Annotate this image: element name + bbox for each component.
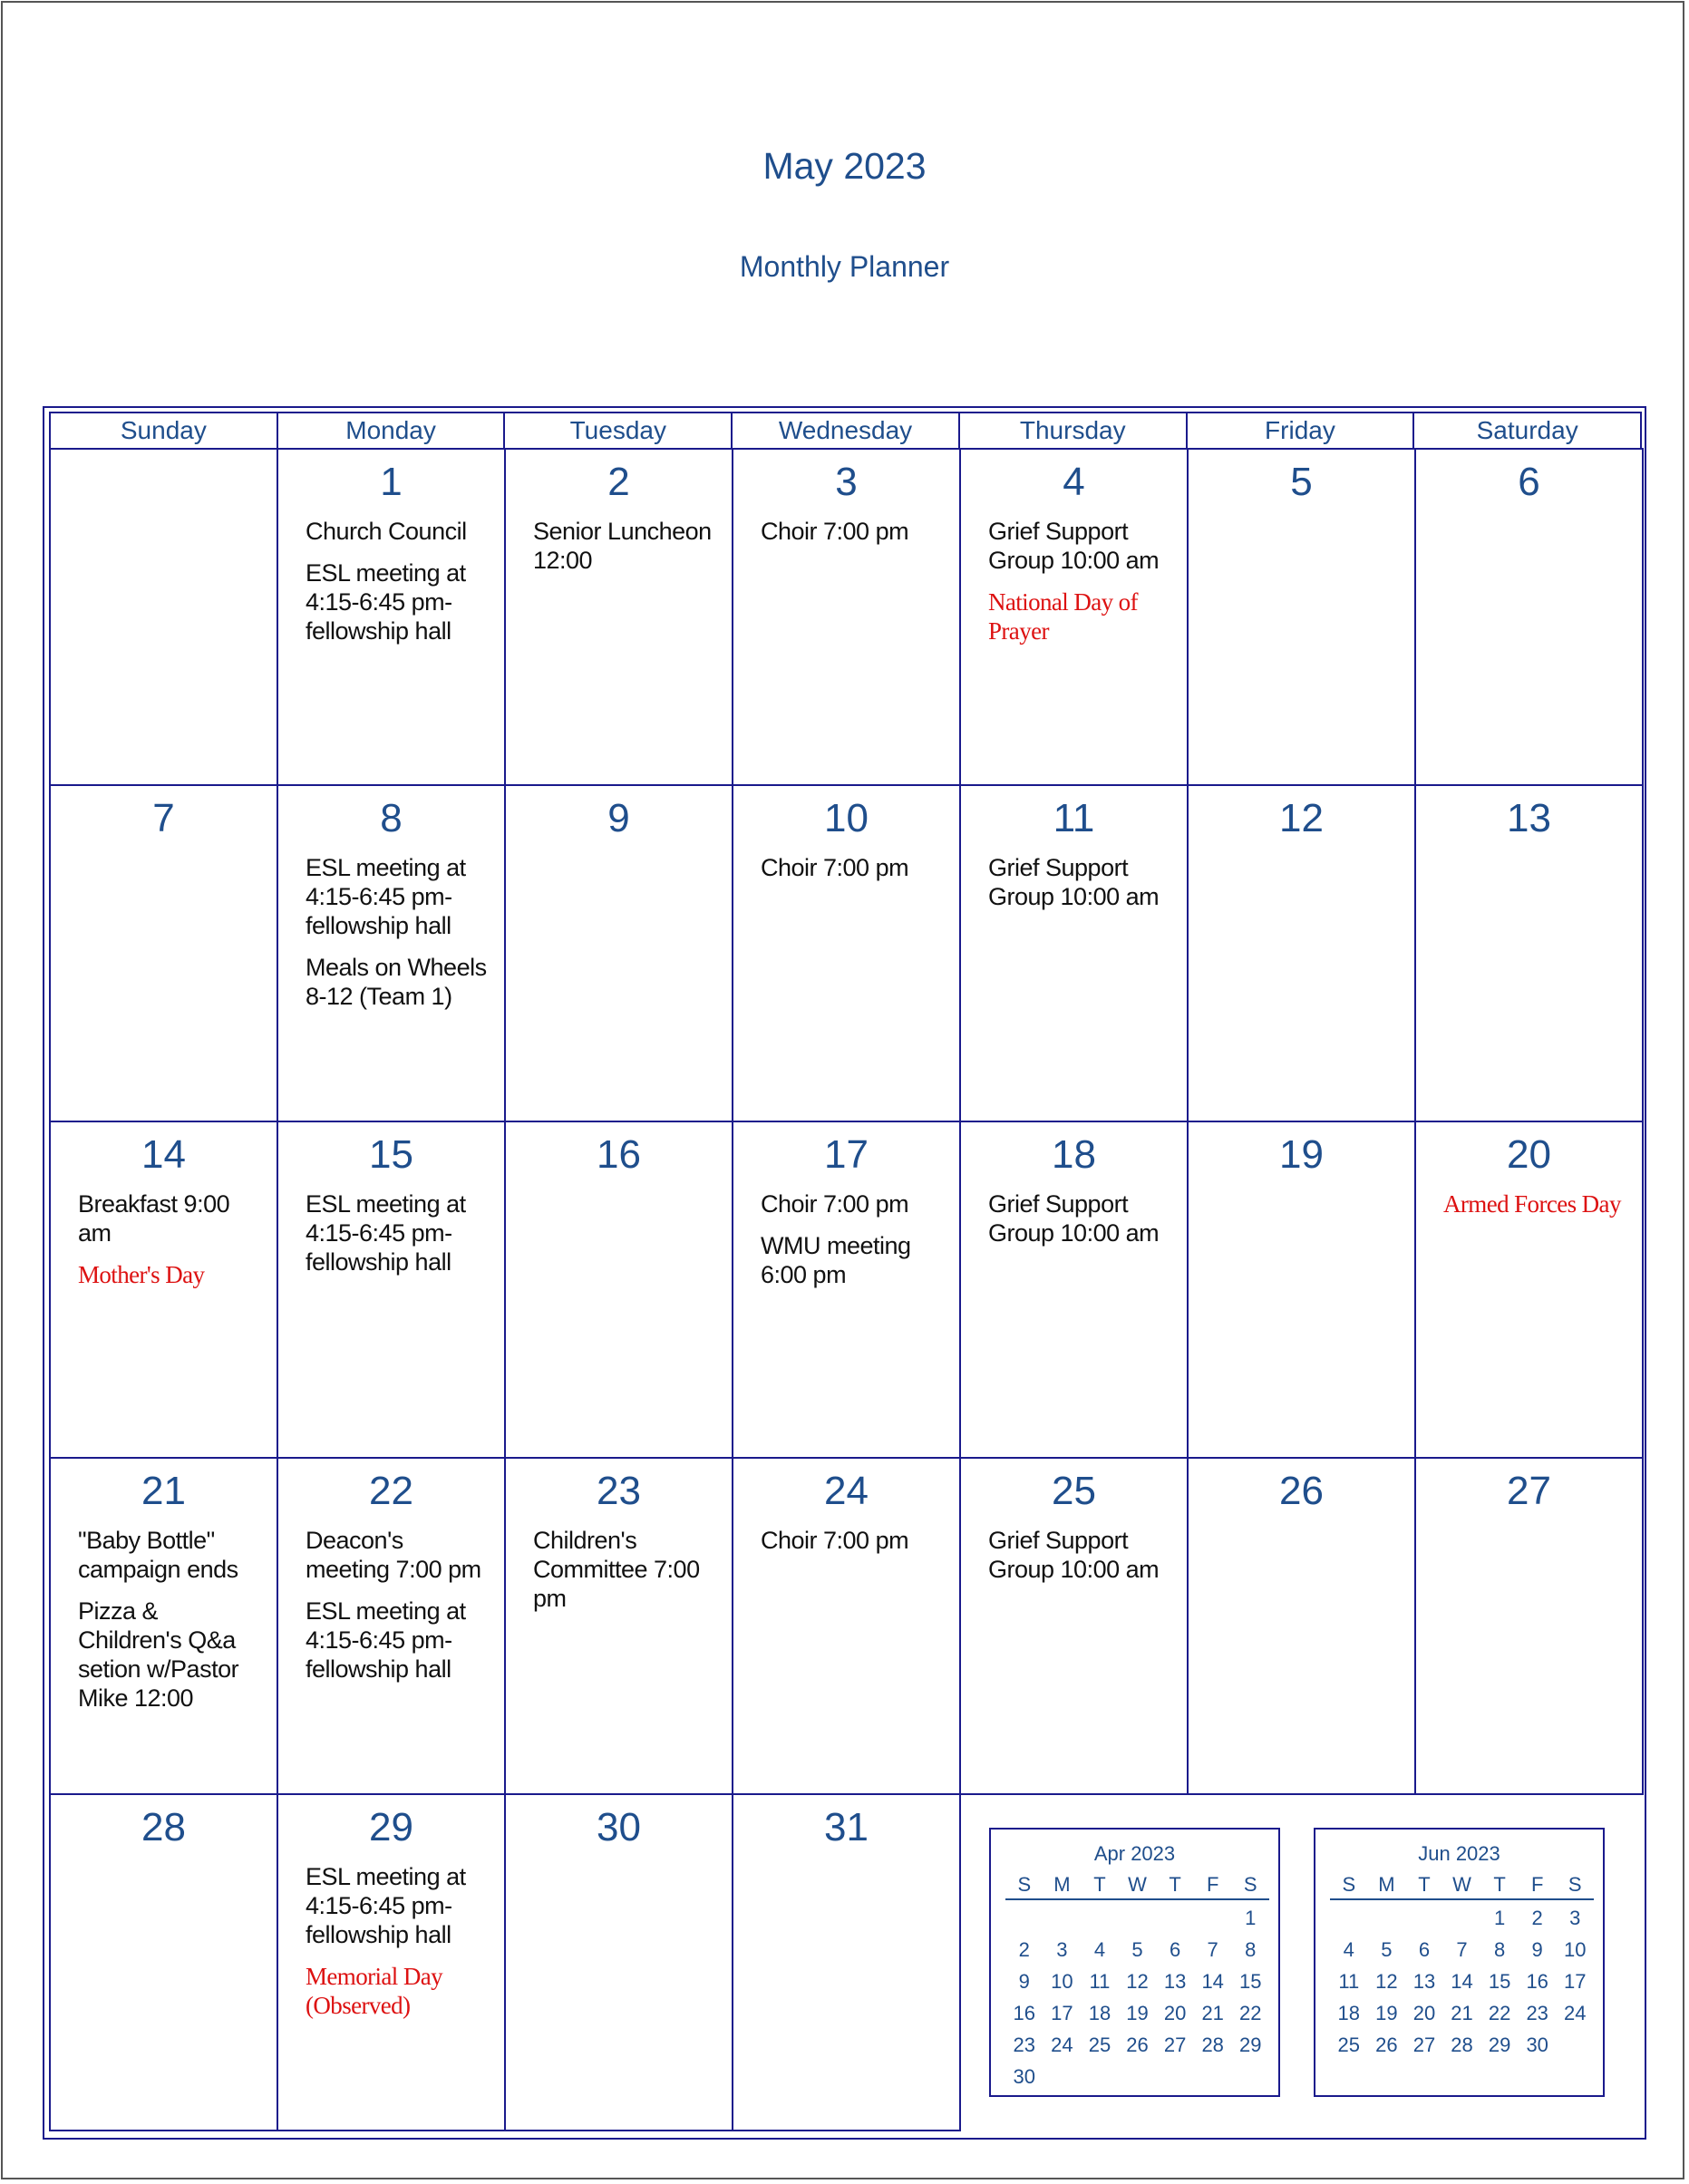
day-cell-29[interactable]: [277, 1793, 506, 2131]
mini-day[interactable]: 13: [1412, 1970, 1436, 1993]
day-number: 21: [141, 1469, 186, 1513]
mini-calendar-row: [1330, 1997, 1594, 2029]
day-cell-25[interactable]: [959, 1457, 1189, 1795]
event-list: [961, 1179, 1187, 1247]
mini-day[interactable]: 11: [1338, 1970, 1360, 1993]
mini-day[interactable]: 4: [1093, 1938, 1106, 1961]
event-list: [278, 1515, 504, 1684]
day-number: 30: [597, 1805, 641, 1849]
mini-day: [1119, 1902, 1157, 1934]
day-number: 13: [1507, 796, 1551, 840]
mini-day[interactable]: 19: [1375, 2002, 1398, 2024]
mini-calendar-row: [1005, 1997, 1269, 2029]
mini-day: [1231, 2061, 1269, 2092]
mini-calendar-row: [1330, 1966, 1594, 1997]
day-cell-10[interactable]: [732, 784, 961, 1122]
holiday-label[interactable]: Memorial Day (Observed): [306, 1963, 443, 2019]
mini-weekday: W: [1128, 1873, 1147, 1896]
event-item[interactable]: Grief Support Group 10:00 am: [988, 1527, 1160, 1583]
weekday-saturday: Saturday: [1412, 412, 1642, 450]
day-number: 3: [835, 460, 858, 504]
mini-day[interactable]: 7: [1456, 1938, 1468, 1961]
mini-day[interactable]: 14: [1201, 1970, 1224, 1993]
mini-calendar-apr-2023: [989, 1828, 1280, 2097]
event-item[interactable]: Choir 7:00 pm: [761, 518, 909, 545]
mini-day: [1081, 2061, 1119, 2092]
mini-day[interactable]: 7: [1207, 1938, 1218, 1961]
mini-day[interactable]: 18: [1088, 2002, 1111, 2024]
mini-day[interactable]: 27: [1163, 2034, 1187, 2056]
event-list: [961, 506, 1187, 645]
mini-weekday: W: [1452, 1873, 1471, 1896]
mini-calendar-row: [1005, 1966, 1269, 1997]
mini-weekday: S: [1568, 1873, 1582, 1896]
mini-weekday: M: [1053, 1873, 1071, 1896]
day-cell-3[interactable]: [732, 448, 961, 786]
day-cell-2[interactable]: [504, 448, 733, 786]
mini-calendar-row: [1005, 2061, 1269, 2092]
event-item[interactable]: Senior Luncheon 12:00: [533, 518, 712, 574]
day-cell-empty[interactable]: [49, 448, 278, 786]
event-list: [1416, 842, 1642, 853]
mini-day[interactable]: 8: [1493, 1938, 1506, 1961]
event-item[interactable]: ESL meeting at 4:15-6:45 pm-fellowship hall: [306, 1863, 466, 1948]
event-list: [278, 1179, 504, 1276]
mini-day[interactable]: 27: [1412, 2034, 1436, 2056]
event-item[interactable]: Grief Support Group 10:00 am: [988, 1190, 1160, 1247]
mini-weekday: S: [1342, 1873, 1356, 1896]
mini-day[interactable]: 10: [1051, 1970, 1073, 1993]
mini-day: [1405, 1902, 1443, 1934]
mini-day: [1556, 2029, 1594, 2061]
mini-weekday: T: [1493, 1873, 1506, 1896]
day-number: 29: [369, 1805, 413, 1849]
day-cell-23[interactable]: [504, 1457, 733, 1795]
mini-weekday: T: [1418, 1873, 1431, 1896]
event-list: [961, 842, 1187, 911]
day-cell-4[interactable]: [959, 448, 1189, 786]
event-list: [51, 1851, 277, 1862]
day-number: 4: [1063, 460, 1085, 504]
mini-day[interactable]: 12: [1126, 1970, 1149, 1993]
mini-day[interactable]: 18: [1337, 2002, 1361, 2024]
event-item[interactable]: "Baby Bottle" campaign ends: [78, 1527, 238, 1583]
mini-day[interactable]: 23: [1526, 2002, 1548, 2024]
day-number: 2: [607, 460, 630, 504]
event-list: [51, 506, 277, 517]
mini-day[interactable]: 6: [1418, 1938, 1431, 1961]
mini-calendar-header: [1330, 1871, 1594, 1900]
day-cell-8[interactable]: [277, 784, 506, 1122]
mini-day[interactable]: 10: [1564, 1938, 1587, 1961]
day-number: 8: [380, 796, 403, 840]
mini-day[interactable]: 22: [1488, 2002, 1511, 2024]
day-cell-19[interactable]: [1187, 1121, 1416, 1459]
mini-calendar-row: [1005, 1934, 1269, 1966]
mini-day[interactable]: 21: [1201, 2002, 1224, 2024]
event-list: [506, 506, 732, 575]
weekday-wednesday: Wednesday: [731, 412, 960, 450]
event-list: [1416, 1179, 1642, 1218]
mini-day[interactable]: 9: [1531, 1938, 1543, 1961]
day-cell-26[interactable]: [1187, 1457, 1416, 1795]
event-list: [1189, 1515, 1414, 1526]
weekday-thursday: Thursday: [958, 412, 1188, 450]
page-subtitle: Monthly Planner: [739, 250, 950, 283]
mini-day: [1119, 2061, 1157, 2092]
day-cell-27[interactable]: [1414, 1457, 1644, 1795]
mini-day[interactable]: 8: [1245, 1938, 1257, 1961]
day-cell-5[interactable]: [1187, 448, 1416, 786]
day-cell-7[interactable]: [49, 784, 278, 1122]
day-number: 27: [1507, 1469, 1551, 1513]
mini-day: [1330, 1902, 1368, 1934]
mini-day: [1156, 1902, 1194, 1934]
mini-weekday: S: [1017, 1873, 1032, 1896]
mini-day[interactable]: 29: [1488, 2034, 1511, 2056]
mini-calendar-body: [1330, 1902, 1594, 2061]
event-list: [1416, 1515, 1642, 1526]
mini-day[interactable]: 28: [1451, 2034, 1473, 2056]
day-cell-6[interactable]: [1414, 448, 1644, 786]
weekday-sunday: Sunday: [49, 412, 278, 450]
day-cell-15[interactable]: [277, 1121, 506, 1459]
day-number: 25: [1052, 1469, 1096, 1513]
mini-calendar-header: [1005, 1871, 1269, 1900]
event-list: [278, 1851, 504, 2020]
mini-day[interactable]: 15: [1488, 1970, 1511, 1993]
mini-day[interactable]: 26: [1126, 2034, 1149, 2056]
mini-day[interactable]: 15: [1239, 1970, 1262, 1993]
day-cell-11[interactable]: [959, 784, 1189, 1122]
mini-day: [1194, 2061, 1232, 2092]
event-list: [1189, 1179, 1414, 1189]
day-number: 14: [141, 1132, 186, 1177]
mini-weekday: M: [1378, 1873, 1395, 1896]
day-number: 11: [1053, 796, 1095, 840]
event-item[interactable]: ESL meeting at 4:15-6:45 pm-fellowship hall: [306, 1190, 466, 1276]
day-number: 7: [152, 796, 175, 840]
mini-day[interactable]: 5: [1131, 1938, 1143, 1961]
mini-calendar-title: Jun 2023: [1418, 1842, 1500, 1865]
mini-day: [1368, 1902, 1406, 1934]
event-list: [506, 1515, 732, 1613]
mini-day[interactable]: 19: [1126, 2002, 1149, 2024]
event-list: [733, 1179, 959, 1289]
day-cell-1[interactable]: [277, 448, 506, 786]
mini-day: [1043, 2061, 1082, 2092]
mini-day: [1194, 1902, 1232, 1934]
day-cell-28[interactable]: [49, 1793, 278, 2131]
day-number: 23: [597, 1469, 641, 1513]
mini-day[interactable]: 11: [1089, 1970, 1111, 1993]
mini-day[interactable]: 30: [1013, 2065, 1036, 2088]
day-number: [51, 459, 277, 506]
mini-day[interactable]: 1: [1245, 1907, 1257, 1929]
mini-day: [1156, 2061, 1194, 2092]
mini-day[interactable]: 9: [1018, 1970, 1030, 1993]
holiday-label[interactable]: Mother's Day: [78, 1261, 205, 1288]
holiday-label[interactable]: National Day of Prayer: [988, 588, 1138, 645]
mini-day[interactable]: 17: [1051, 2002, 1073, 2024]
day-number: 18: [1052, 1132, 1096, 1177]
day-number: 28: [141, 1805, 186, 1849]
day-number: 26: [1279, 1469, 1324, 1513]
mini-day: [1081, 1902, 1119, 1934]
holiday-label[interactable]: Armed Forces Day: [1443, 1190, 1621, 1218]
event-item[interactable]: Choir 7:00 pm: [761, 1190, 909, 1218]
day-cell-31[interactable]: [732, 1793, 961, 2131]
day-cell-22[interactable]: [277, 1457, 506, 1795]
day-number: 1: [380, 460, 403, 504]
event-list: [278, 506, 504, 645]
mini-day[interactable]: 26: [1375, 2034, 1398, 2056]
mini-day[interactable]: 21: [1451, 2002, 1473, 2024]
mini-weekday: T: [1169, 1873, 1181, 1896]
mini-calendar-row: [1005, 2029, 1269, 2061]
event-list: [1189, 842, 1414, 853]
day-cell-18[interactable]: [959, 1121, 1189, 1459]
day-number: 9: [607, 796, 630, 840]
mini-calendar-jun-2023: [1314, 1828, 1605, 2097]
day-cell-14[interactable]: [49, 1121, 278, 1459]
day-cell-13[interactable]: [1414, 784, 1644, 1122]
event-list: [1189, 506, 1414, 517]
mini-day[interactable]: 29: [1239, 2034, 1262, 2056]
event-item[interactable]: Meals on Wheels 8-12 (Team 1): [306, 954, 487, 1010]
event-list: [733, 506, 959, 546]
mini-weekday: F: [1530, 1873, 1544, 1896]
mini-day[interactable]: 5: [1381, 1938, 1393, 1961]
weekday-monday: Monday: [277, 412, 506, 450]
page-title: May 2023: [762, 145, 927, 187]
mini-day[interactable]: 2: [1018, 1938, 1030, 1961]
mini-calendar-row: [1330, 1902, 1594, 1934]
day-number: 20: [1507, 1132, 1551, 1177]
event-item[interactable]: Grief Support Group 10:00 am: [988, 518, 1160, 574]
day-number: 12: [1279, 796, 1324, 840]
mini-day[interactable]: 28: [1201, 2034, 1224, 2056]
day-number: 5: [1290, 460, 1313, 504]
day-number: 17: [824, 1132, 869, 1177]
event-item[interactable]: WMU meeting 6:00 pm: [761, 1232, 911, 1288]
day-number: 16: [597, 1132, 641, 1177]
weekday-header: [49, 412, 1642, 450]
day-number: 24: [824, 1469, 869, 1513]
mini-calendar-title: Apr 2023: [1093, 1842, 1176, 1865]
event-list: [51, 842, 277, 853]
mini-day[interactable]: 13: [1163, 1970, 1187, 1993]
event-item[interactable]: Breakfast 9:00 am: [78, 1190, 230, 1247]
mini-day[interactable]: 22: [1239, 2002, 1262, 2024]
mini-weekday: T: [1093, 1873, 1106, 1896]
day-cell-24[interactable]: [732, 1457, 961, 1795]
event-item[interactable]: Choir 7:00 pm: [761, 854, 909, 881]
mini-day: [1005, 1902, 1043, 1934]
event-list: [733, 1515, 959, 1555]
day-cell-21[interactable]: [49, 1457, 278, 1795]
event-item[interactable]: Pizza & Children's Q&a setion w/Pastor Mike 12:00: [78, 1597, 239, 1712]
event-item[interactable]: Church Council: [306, 518, 467, 545]
mini-day[interactable]: 17: [1564, 1970, 1587, 1993]
mini-day[interactable]: 14: [1451, 1970, 1473, 1993]
mini-day[interactable]: 25: [1337, 2034, 1361, 2056]
weekday-friday: Friday: [1186, 412, 1415, 450]
mini-day[interactable]: 3: [1569, 1907, 1581, 1929]
mini-day[interactable]: 6: [1169, 1938, 1181, 1961]
event-list: [506, 1179, 732, 1189]
day-cell-20[interactable]: [1414, 1121, 1644, 1459]
mini-day: [1443, 1902, 1481, 1934]
event-item[interactable]: Choir 7:00 pm: [761, 1527, 909, 1554]
mini-day: [1043, 1902, 1082, 1934]
day-number: 15: [369, 1132, 413, 1177]
weekday-tuesday: Tuesday: [503, 412, 733, 450]
event-list: [506, 842, 732, 853]
mini-day[interactable]: 1: [1493, 1907, 1506, 1929]
mini-calendar-row: [1330, 1934, 1594, 1966]
day-number: 10: [824, 796, 869, 840]
day-cell-9[interactable]: [504, 784, 733, 1122]
event-item[interactable]: Deacon's meeting 7:00 pm: [306, 1527, 481, 1583]
mini-weekday: F: [1206, 1873, 1219, 1896]
day-cell-12[interactable]: [1187, 784, 1416, 1122]
event-list: [733, 1851, 959, 1862]
mini-day[interactable]: 24: [1564, 2002, 1587, 2024]
event-list: [51, 1179, 277, 1289]
event-list: [1416, 506, 1642, 517]
mini-day[interactable]: 3: [1056, 1938, 1068, 1961]
mini-calendar-row: [1005, 1902, 1269, 1934]
mini-day[interactable]: 12: [1375, 1970, 1398, 1993]
event-item[interactable]: Children's Committee 7:00 pm: [533, 1527, 700, 1612]
day-number: 31: [824, 1805, 869, 1849]
mini-day[interactable]: 20: [1412, 2002, 1436, 2024]
mini-weekday: S: [1243, 1873, 1257, 1896]
event-list: [278, 842, 504, 1011]
mini-calendar-row: [1330, 2029, 1594, 2061]
event-list: [961, 1515, 1187, 1584]
mini-day[interactable]: 2: [1531, 1907, 1543, 1929]
day-cell-30[interactable]: [504, 1793, 733, 2131]
event-item[interactable]: ESL meeting at 4:15-6:45 pm-fellowship hall: [306, 854, 466, 939]
day-number: 6: [1518, 460, 1540, 504]
event-item[interactable]: Grief Support Group 10:00 am: [988, 854, 1160, 910]
event-list: [51, 1515, 277, 1713]
calendar-grid: [49, 412, 1642, 2132]
mini-day[interactable]: 24: [1051, 2034, 1073, 2056]
day-number: 19: [1279, 1132, 1324, 1177]
mini-calendar-body: [1005, 1902, 1269, 2092]
mini-day[interactable]: 23: [1013, 2034, 1036, 2056]
event-list: [506, 1851, 732, 1862]
event-list: [733, 842, 959, 882]
day-cell-17[interactable]: [732, 1121, 961, 1459]
mini-day[interactable]: 4: [1343, 1938, 1354, 1961]
mini-day[interactable]: 25: [1088, 2034, 1111, 2056]
mini-day[interactable]: 20: [1163, 2002, 1187, 2024]
day-number: 22: [369, 1469, 413, 1513]
event-item[interactable]: ESL meeting at 4:15-6:45 pm-fellowship hall: [306, 1597, 466, 1683]
mini-day[interactable]: 30: [1526, 2034, 1548, 2056]
mini-day[interactable]: 16: [1013, 2002, 1036, 2024]
mini-day[interactable]: 16: [1526, 1970, 1548, 1993]
day-cell-16[interactable]: [504, 1121, 733, 1459]
event-item[interactable]: ESL meeting at 4:15-6:45 pm-fellowship hall: [306, 559, 466, 645]
